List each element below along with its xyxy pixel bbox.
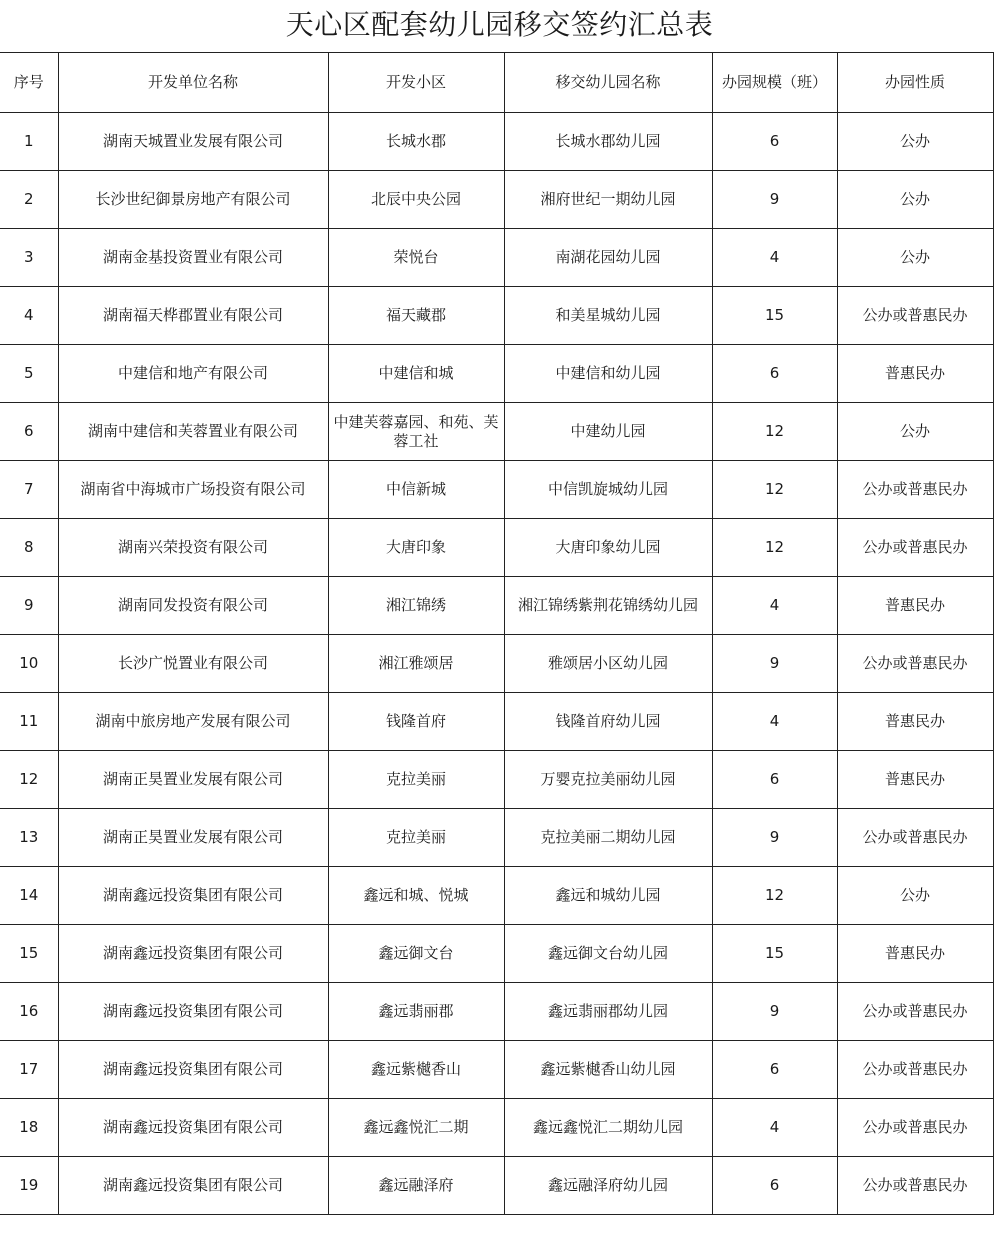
cell-nature: 普惠民办 <box>837 345 993 403</box>
cell-developer: 湖南中旅房地产发展有限公司 <box>58 693 328 751</box>
cell-project: 克拉美丽 <box>328 751 504 809</box>
cell-scale: 4 <box>712 229 837 287</box>
cell-kindergarten: 中信凯旋城幼儿园 <box>504 461 712 519</box>
cell-kindergarten: 鑫远御文台幼儿园 <box>504 925 712 983</box>
cell-no: 3 <box>0 229 58 287</box>
cell-nature: 公办 <box>837 171 993 229</box>
cell-scale: 9 <box>712 635 837 693</box>
cell-no: 15 <box>0 925 58 983</box>
cell-kindergarten: 湘江锦绣紫荆花锦绣幼儿园 <box>504 577 712 635</box>
cell-no: 4 <box>0 287 58 345</box>
cell-developer: 长沙广悦置业有限公司 <box>58 635 328 693</box>
cell-kindergarten: 湘府世纪一期幼儿园 <box>504 171 712 229</box>
cell-scale: 12 <box>712 519 837 577</box>
cell-kindergarten: 南湖花园幼儿园 <box>504 229 712 287</box>
cell-no: 5 <box>0 345 58 403</box>
cell-project: 克拉美丽 <box>328 809 504 867</box>
cell-scale: 12 <box>712 867 837 925</box>
cell-developer: 湖南正昊置业发展有限公司 <box>58 809 328 867</box>
cell-scale: 9 <box>712 809 837 867</box>
cell-scale: 15 <box>712 287 837 345</box>
cell-project: 北辰中央公园 <box>328 171 504 229</box>
page-title: 天心区配套幼儿园移交签约汇总表 <box>285 8 714 41</box>
cell-nature: 公办或普惠民办 <box>837 519 993 577</box>
cell-kindergarten: 鑫远紫樾香山幼儿园 <box>504 1041 712 1099</box>
header-no: 序号 <box>0 53 58 113</box>
cell-scale: 6 <box>712 1157 837 1215</box>
cell-no: 9 <box>0 577 58 635</box>
cell-kindergarten: 雅颂居小区幼儿园 <box>504 635 712 693</box>
cell-nature: 普惠民办 <box>837 693 993 751</box>
table-row <box>0 925 993 983</box>
table-row <box>0 403 993 461</box>
cell-scale: 9 <box>712 983 837 1041</box>
cell-project: 中建芙蓉嘉园、和苑、芙蓉工社 <box>328 403 504 461</box>
cell-project: 长城水郡 <box>328 113 504 171</box>
cell-kindergarten: 鑫远鑫悦汇二期幼儿园 <box>504 1099 712 1157</box>
cell-project: 湘江锦绣 <box>328 577 504 635</box>
cell-project: 鑫远和城、悦城 <box>328 867 504 925</box>
cell-developer: 湖南鑫远投资集团有限公司 <box>58 983 328 1041</box>
table-row <box>0 983 993 1041</box>
cell-scale: 12 <box>712 403 837 461</box>
cell-nature: 公办 <box>837 867 993 925</box>
table-row <box>0 229 993 287</box>
cell-kindergarten: 中建幼儿园 <box>504 403 712 461</box>
cell-no: 7 <box>0 461 58 519</box>
table-row <box>0 693 993 751</box>
table-row <box>0 1157 993 1215</box>
cell-developer: 长沙世纪御景房地产有限公司 <box>58 171 328 229</box>
cell-project: 中建信和城 <box>328 345 504 403</box>
table-row <box>0 171 993 229</box>
cell-developer: 湖南福天桦郡置业有限公司 <box>58 287 328 345</box>
cell-no: 14 <box>0 867 58 925</box>
cell-kindergarten: 大唐印象幼儿园 <box>504 519 712 577</box>
cell-project: 鑫远鑫悦汇二期 <box>328 1099 504 1157</box>
cell-no: 18 <box>0 1099 58 1157</box>
cell-developer: 湖南同发投资有限公司 <box>58 577 328 635</box>
cell-no: 1 <box>0 113 58 171</box>
cell-developer: 湖南省中海城市广场投资有限公司 <box>58 461 328 519</box>
cell-project: 钱隆首府 <box>328 693 504 751</box>
cell-scale: 15 <box>712 925 837 983</box>
table-body <box>0 113 993 1215</box>
cell-scale: 12 <box>712 461 837 519</box>
cell-developer: 湖南鑫远投资集团有限公司 <box>58 867 328 925</box>
cell-scale: 4 <box>712 693 837 751</box>
cell-developer: 湖南鑫远投资集团有限公司 <box>58 925 328 983</box>
cell-scale: 9 <box>712 171 837 229</box>
cell-nature: 公办或普惠民办 <box>837 635 993 693</box>
cell-project: 鑫远翡丽郡 <box>328 983 504 1041</box>
cell-kindergarten: 钱隆首府幼儿园 <box>504 693 712 751</box>
cell-no: 12 <box>0 751 58 809</box>
table-row <box>0 1041 993 1099</box>
cell-no: 6 <box>0 403 58 461</box>
cell-kindergarten: 和美星城幼儿园 <box>504 287 712 345</box>
cell-developer: 中建信和地产有限公司 <box>58 345 328 403</box>
table-row <box>0 519 993 577</box>
cell-scale: 4 <box>712 577 837 635</box>
cell-developer: 湖南鑫远投资集团有限公司 <box>58 1099 328 1157</box>
table-row <box>0 809 993 867</box>
cell-developer: 湖南金基投资置业有限公司 <box>58 229 328 287</box>
cell-kindergarten: 鑫远和城幼儿园 <box>504 867 712 925</box>
cell-project: 鑫远紫樾香山 <box>328 1041 504 1099</box>
cell-nature: 公办或普惠民办 <box>837 461 993 519</box>
cell-project: 鑫远融泽府 <box>328 1157 504 1215</box>
kindergarten-summary-table <box>0 52 994 1215</box>
table-row <box>0 635 993 693</box>
cell-nature: 公办或普惠民办 <box>837 1099 993 1157</box>
table-row <box>0 577 993 635</box>
cell-project: 鑫远御文台 <box>328 925 504 983</box>
cell-project: 福天藏郡 <box>328 287 504 345</box>
cell-developer: 湖南天城置业发展有限公司 <box>58 113 328 171</box>
cell-nature: 公办或普惠民办 <box>837 1157 993 1215</box>
cell-project: 湘江雅颂居 <box>328 635 504 693</box>
cell-nature: 公办或普惠民办 <box>837 1041 993 1099</box>
cell-kindergarten: 中建信和幼儿园 <box>504 345 712 403</box>
cell-nature: 公办或普惠民办 <box>837 983 993 1041</box>
cell-no: 17 <box>0 1041 58 1099</box>
cell-nature: 公办或普惠民办 <box>837 287 993 345</box>
cell-nature: 公办 <box>837 229 993 287</box>
cell-scale: 6 <box>712 113 837 171</box>
table-row <box>0 867 993 925</box>
cell-nature: 公办 <box>837 403 993 461</box>
cell-no: 13 <box>0 809 58 867</box>
table-row <box>0 113 993 171</box>
cell-no: 11 <box>0 693 58 751</box>
header-nature: 办园性质 <box>837 53 993 113</box>
header-developer: 开发单位名称 <box>58 53 328 113</box>
cell-scale: 4 <box>712 1099 837 1157</box>
table-row <box>0 345 993 403</box>
cell-nature: 普惠民办 <box>837 577 993 635</box>
table-row <box>0 461 993 519</box>
cell-no: 10 <box>0 635 58 693</box>
cell-scale: 6 <box>712 345 837 403</box>
cell-project: 荣悦台 <box>328 229 504 287</box>
cell-kindergarten: 长城水郡幼儿园 <box>504 113 712 171</box>
cell-developer: 湖南鑫远投资集团有限公司 <box>58 1041 328 1099</box>
cell-nature: 公办 <box>837 113 993 171</box>
cell-nature: 普惠民办 <box>837 751 993 809</box>
cell-nature: 公办或普惠民办 <box>837 809 993 867</box>
header-scale: 办园规模（班） <box>712 53 837 113</box>
cell-no: 19 <box>0 1157 58 1215</box>
table-row <box>0 751 993 809</box>
cell-kindergarten: 克拉美丽二期幼儿园 <box>504 809 712 867</box>
cell-developer: 湖南兴荣投资有限公司 <box>58 519 328 577</box>
cell-no: 8 <box>0 519 58 577</box>
cell-scale: 6 <box>712 1041 837 1099</box>
header-row <box>0 53 993 113</box>
cell-kindergarten: 鑫远翡丽郡幼儿园 <box>504 983 712 1041</box>
cell-developer: 湖南中建信和芙蓉置业有限公司 <box>58 403 328 461</box>
cell-developer: 湖南鑫远投资集团有限公司 <box>58 1157 328 1215</box>
header-kindergarten: 移交幼儿园名称 <box>504 53 712 113</box>
cell-kindergarten: 万婴克拉美丽幼儿园 <box>504 751 712 809</box>
header-project: 开发小区 <box>328 53 504 113</box>
cell-nature: 普惠民办 <box>837 925 993 983</box>
cell-project: 大唐印象 <box>328 519 504 577</box>
table-row <box>0 287 993 345</box>
table-row <box>0 1099 993 1157</box>
cell-project: 中信新城 <box>328 461 504 519</box>
cell-no: 16 <box>0 983 58 1041</box>
cell-developer: 湖南正昊置业发展有限公司 <box>58 751 328 809</box>
cell-no: 2 <box>0 171 58 229</box>
cell-kindergarten: 鑫远融泽府幼儿园 <box>504 1157 712 1215</box>
cell-scale: 6 <box>712 751 837 809</box>
